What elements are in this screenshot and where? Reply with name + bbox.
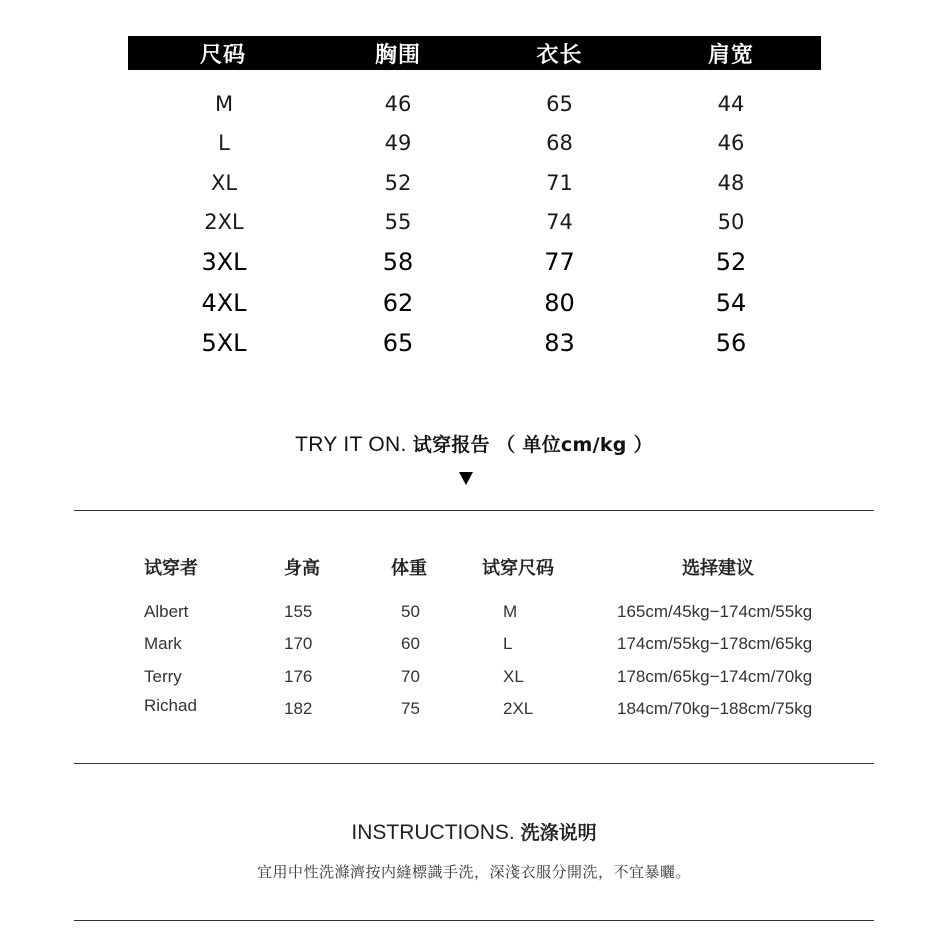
length-cell: 80 [544,288,575,317]
header-length: 衣长 [536,42,583,68]
tester-name: Albert [144,602,189,621]
header-shoulder: 肩宽 [707,42,754,68]
tester-recommendation: 174cm/55kg−178cm/65kg [617,634,813,653]
length-cell: 68 [546,131,573,156]
header-chest: 胸围 [374,42,421,68]
size-chart-header [128,36,821,70]
tester-name: Mark [144,634,182,653]
chest-cell: 58 [382,248,414,277]
length-cell: 77 [544,248,575,277]
tester-weight: 70 [401,667,420,686]
tester-height: 182 [284,699,313,718]
tester-size: M [503,602,518,621]
shoulder-cell: 48 [717,170,745,195]
chest-cell: 52 [384,170,412,195]
tester-weight: 75 [401,699,420,718]
size-row [128,242,821,283]
instructions-title-cn: 洗涤说明 [520,822,597,844]
size-row [128,124,821,164]
try-on-table [0,552,948,725]
size-row [128,203,821,243]
size-cell: 5XL [201,329,247,358]
try-on-title-unit: （ 单位cm/kg ） [496,434,653,456]
table-row [0,693,948,725]
header-size: 尺码 [199,42,246,68]
header-tester: 试穿者 [144,558,198,579]
header-tried-size: 试穿尺码 [482,558,554,579]
divider-middle [74,763,874,764]
try-on-header-row [0,552,948,596]
chest-cell: 55 [384,210,412,235]
instructions-title-en: INSTRUCTIONS. [351,821,515,844]
size-row [128,323,821,364]
try-on-title-en: TRY IT ON. [295,433,407,456]
length-cell: 65 [546,91,573,116]
size-chart-body [128,84,821,364]
tester-name: Richad [144,696,197,715]
try-on-title [0,430,948,457]
tester-size: L [503,634,513,653]
length-cell: 71 [546,170,573,195]
size-cell: M [214,91,234,116]
size-cell: 3XL [201,248,247,277]
length-cell: 83 [544,329,575,358]
shoulder-cell: 54 [715,288,747,317]
shoulder-cell: 46 [717,131,745,156]
header-height: 身高 [284,558,320,579]
tester-recommendation: 178cm/65kg−174cm/70kg [617,667,813,686]
table-row [0,628,948,661]
divider-top [74,510,874,511]
size-cell: XL [210,170,238,195]
size-row [128,163,821,203]
shoulder-cell: 50 [717,210,745,235]
size-cell: 4XL [201,288,247,317]
tester-size: 2XL [503,699,534,718]
header-weight: 体重 [391,558,427,579]
tester-height: 170 [284,634,313,653]
chest-cell: 62 [382,288,414,317]
instructions-text: 宜用中性洗滌濟按内縫標識手洗，深淺衣服分開洗，不宜暴曬。 [256,863,691,881]
divider-bottom [74,920,874,921]
tester-height: 176 [284,667,313,686]
table-row [0,661,948,693]
size-row [128,84,821,124]
size-row [128,283,821,324]
tester-weight: 50 [401,602,420,621]
chest-cell: 46 [384,91,412,116]
size-cell: L [218,131,230,156]
tester-recommendation: 165cm/45kg−174cm/55kg [617,602,813,621]
tester-size: XL [503,667,524,686]
chest-cell: 49 [384,131,412,156]
shoulder-cell: 52 [715,248,747,277]
size-cell: 2XL [204,210,244,235]
tester-name: Terry [144,667,182,686]
chest-cell: 65 [382,329,414,358]
instructions-title [0,818,948,845]
shoulder-cell: 56 [715,329,747,358]
down-arrow-icon [459,472,473,485]
header-recommendation: 选择建议 [682,558,754,579]
table-row [0,596,948,628]
length-cell: 74 [546,210,573,235]
tester-recommendation: 184cm/70kg−188cm/75kg [617,699,813,718]
shoulder-cell: 44 [717,91,745,116]
try-on-title-cn: 试穿报告 [412,434,490,456]
tester-weight: 60 [401,634,420,653]
tester-height: 155 [284,602,313,621]
